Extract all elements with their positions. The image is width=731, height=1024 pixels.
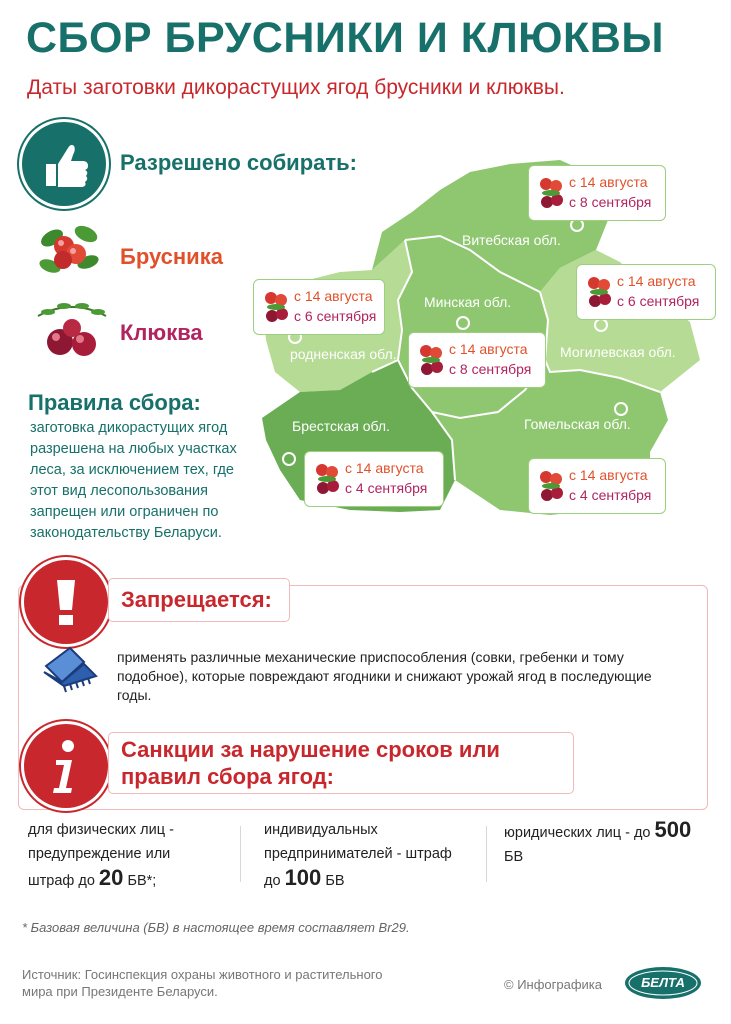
sanctions-heading: Санкции за нарушение сроков или правил сбора ягод:: [108, 732, 574, 794]
date-bubble-vitebsk: с 14 августа с 8 сентября: [528, 165, 666, 221]
sanction-legal-entities: юридических лиц - до 500 БВ: [504, 817, 692, 865]
berries-icon: [417, 342, 445, 378]
cranberry-label: Клюква: [120, 320, 203, 345]
scoop-comb-icon: [40, 642, 102, 694]
rules-heading: Правила сбора:: [28, 390, 201, 415]
region-label-minsk: Минская обл.: [424, 294, 512, 310]
source-text: Источник: Госинспекция охраны животного и растительного мира при Президенте Беларуси.: [22, 967, 383, 999]
region-label-mogilev: Могилевская обл.: [560, 344, 676, 360]
info-icon: [24, 724, 108, 808]
date-bubble-brest: с 14 августа с 4 сентября: [304, 451, 444, 507]
city-marker-brest: [282, 452, 296, 466]
column-divider: [486, 826, 487, 882]
city-marker-gomel: [614, 402, 628, 416]
date-bubble-minsk: с 14 августа с 8 сентября: [408, 332, 546, 388]
region-label-brest: Брестская обл.: [292, 418, 390, 434]
city-marker-minsk: [456, 316, 470, 330]
lingonberry-label: Брусника: [120, 244, 223, 269]
date-bubble-mogilev: с 14 августа с 6 сентября: [576, 264, 716, 320]
credit-text: © Инфографика: [504, 977, 603, 992]
region-label-grodno: родненская обл.: [290, 346, 397, 362]
footnote: * Базовая величина (БВ) в настоящее время составляет Br29.: [22, 920, 410, 935]
rules-text: заготовка дикорастущих ягод разрешена на любых участках леса, за исключением тех, где этот вид лесопользования запрещен или ограничен по законодательству Беларуси.: [30, 420, 237, 541]
berries-icon: [262, 289, 290, 325]
sanction-individuals: для физических лиц - предупреждение или штраф до 20 БВ*;: [28, 822, 174, 890]
city-marker-mogilev: [594, 318, 608, 332]
region-label-gomel: Гомельская обл.: [524, 416, 631, 432]
date-bubble-gomel: с 14 августа с 4 сентября: [528, 458, 666, 514]
berries-icon: [537, 175, 565, 211]
berries-icon: [585, 274, 613, 310]
ban-text: применять различные механические приспособления (совки, гребенки и тому подобное), которые повреждают ягодники и снижают урожай ягод в последующие годы.: [117, 649, 652, 703]
date-bubble-grodno: с 14 августа с 6 сентября: [253, 279, 385, 335]
column-divider: [240, 826, 241, 882]
belta-logo: БЕЛТА: [624, 966, 702, 1000]
berries-icon: [313, 461, 341, 497]
exclamation-icon: [24, 560, 108, 644]
page-subtitle: Даты заготовки дикорастущих ягод брусники и клюквы.: [27, 76, 565, 99]
ban-heading: Запрещается:: [108, 578, 290, 622]
berries-icon: [537, 468, 565, 504]
allowed-heading: Разрешено собирать:: [120, 150, 357, 175]
sanction-entrepreneurs: индивидуальных предпринимателей - штраф до 100 БВ: [264, 822, 452, 890]
region-label-vitebsk: Витебская обл.: [462, 232, 561, 248]
page-title: СБОР БРУСНИКИ И КЛЮКВЫ: [26, 14, 664, 62]
